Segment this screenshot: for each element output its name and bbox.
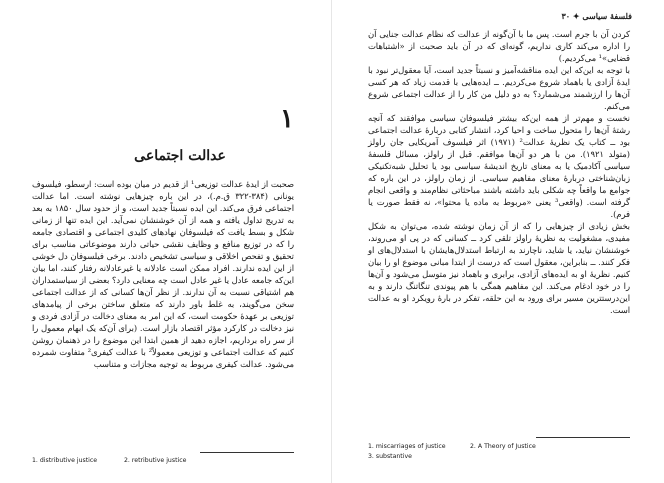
running-header: فلسفهٔ سیاسی ✦ ۳۰: [561, 11, 632, 21]
footnote-rule: [200, 452, 294, 453]
chapter-number: ۱: [280, 104, 294, 134]
right-paragraph-1: کردن آن با جرم است. پس ما با آن‌گونه از عدالت که نظام عدالت جنایی آن را اداره می‌کند کاری نداریم، گونه‌ای که در آن باید صحبت از «اشتباهات قضایی»¹ می‌کردیم.): [368, 29, 630, 63]
right-paragraph-3: نخست و مهم‌تر از همه این‌که بیشتر فیلسوفان سیاسی موافقند که آنچه رشتهٔ آن‌ها را متحول ساخت و احیا کرد، انتشار کتابی دربارهٔ عدالت اجتماعی بود ــ کتاب یک نظریهٔ عدالت² (۱۹۷۱) اثر فیلسوف آمریکایی جان راولز (متولد ۱۹۲۱). من با هر دو آن‌ها موافقم. قبل از راولز، مسائل فلسفهٔ سیاسی آکادمیک یا به معنای تاریخ اندیشهٔ سیاسی بود یا تحلیل شبه‌تکنیکی زبان‌شناختی دربارهٔ معنای مفاهیم سیاسی. از زمان راولز، در این باره که جوامع ما واقعاً چه شکلی باید داشته باشند مباحثاتی نظام‌مند و واقعی انجام گرفته است. (واقعی³ یعنی «مربوط به ماده یا محتوا»، نه فقط صورت یا فرم).: [368, 113, 630, 219]
left-body: [32, 178, 294, 370]
right-paragraph-4: بخش زیادی از چیزهایی را که از آن زمان نوشته شده، می‌توان به شکل مفیدی، مشغولیت به نظریهٔ راولز تلقی کرد ــ کسانی که در پی او می‌روند، خوشنشان نیاید، یا شاید، ناچارند به ارتباط استدلال‌هایشان با استدلال‌های او فکر کنند. ــ بنابراین، معقول است که درست از ابتدا مبانی موضوع او را بیان کنیم. نظریهٔ او به ایده‌های آزادی، برابری و باهماد نیز متوسل می‌شود و آن‌ها را در خود ادغام می‌کند. این مفاهیم همگی با هم پیوندی تنگاتنگ دارند و به این‌درستترین مسیر برای ورود به این حلقه، تفکر در بارهٔ رویکرد او به عدالت است.: [368, 221, 630, 315]
right-body: [368, 28, 630, 316]
left-paragraph: صحبت از ایدهٔ عدالت توزیعی¹ از قدیم در میان بوده است: ارسطو، فیلسوف یونانی (۳۸۴-۳۲۲ ق.م.)، در این باره چیزهایی نوشته است. اما عدالت اجتماعی فرق می‌کند. این ایده نسبتاً جدید است، و از حدود سال ۱۸۵۰ به بعد به تدریج تداول یافته و همه از آن خوشنشان نمی‌آید. این ایده تنها از زمانی شکل و بسط یافت که فیلسوفان نهادهای کلیدی اجتماعی و اقتصادی جامعه را که در توزیع منافع و وظایف نقشی حیاتی دارند موضوعاتی مناسب برای تحقیق و تفحص اخلاقی و سیاسی تشخیص دادند. برخی فیلسوفان دل خوشی از این ایده ندارند. افراد ممکن است عادلانه یا غیرعادلانه رفتار کنند، اما بیان این‌که جامعه عادل یا غیر عادل است چه معنایی دارد؟ بعضی از سیاستمداران هم اشتیاقی نسبت به آن ندارند. از نظر آن‌ها کسانی که از عدالت اجتماعی سخن می‌گویند، به غلط باور دارند که متعلق ساختن برخی از پیامدهای توزیعی بر عهدهٔ حکومت است، که این امر به معنای دخالت در آزادی فردی و نیز دخالت در کارکرد مؤثر اقتصاد بازار است. (برای آن‌که یک ابهام معمول را از سر راه برداریم، اجازه دهید از همین ابتدا این موضوع را در ذهنمان روشن کنیم که عدالت اجتماعی و توزیعی معمولاً² با عدالت کیفری² متفاوت شمرده می‌شود. عدالت کیفری مربوط به توجیه مجازات و متناسب: [31, 179, 294, 369]
footnote-3: 3. substantive: [368, 453, 412, 460]
footnote-1: 1. miscarriages of justice: [368, 443, 446, 450]
footnote-1: 1. distributive justice: [32, 457, 98, 464]
footnote-rule: [536, 437, 630, 438]
right-paragraph-2: با توجه به این‌که این ایده مناقشه‌آمیز و نسبتاً جدید است، آیا معقول‌تر نبود با ایدهٔ آزادی یا باهماد شروع می‌کردیم. ــ ایده‌هایی با قدمت زیاد که هر کسی آن‌ها را ارزشمند می‌شمارد؟ به دو دلیل من کار را از عدالت اجتماعی شروع می‌کنم.: [368, 65, 630, 111]
footnote-2: 2. A Theory of Justice: [470, 443, 536, 450]
right-page: [332, 0, 664, 483]
footnote-2: 2. retributive justice: [124, 457, 187, 464]
chapter-title: عدالت اجتماعی: [134, 148, 226, 164]
